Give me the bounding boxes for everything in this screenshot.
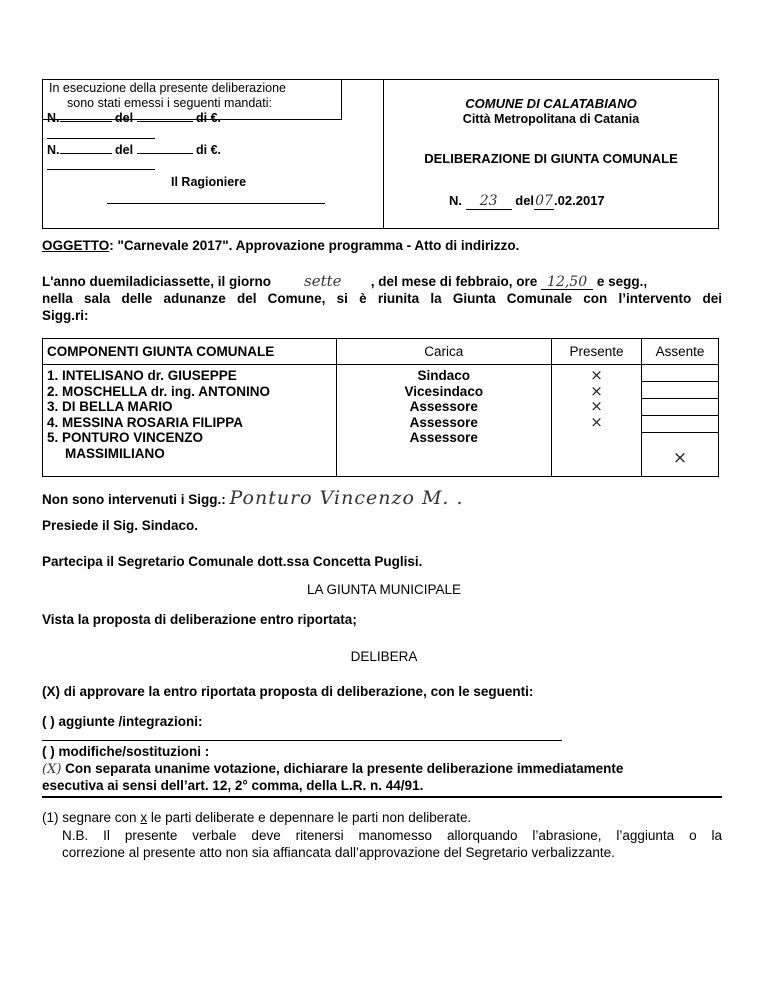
delibera-title: DELIBERA <box>350 649 418 664</box>
carica-1: Sindaco <box>417 368 471 383</box>
giorno-handwritten: sette <box>304 272 342 290</box>
giunta-table <box>42 338 719 477</box>
member-4: 4. MESSINA ROSARIA FILIPPA <box>47 414 244 430</box>
mandato-row-1: N. del di €. <box>47 111 222 125</box>
carica-2: Vicesindaco <box>404 383 484 399</box>
assente-cell <box>642 365 719 477</box>
intro-line3: Sigg.ri: <box>42 308 89 323</box>
approva-line: (X) di approvare la entro riportata proposta di deliberazione, con le seguenti: <box>42 684 534 699</box>
ragioniere-label: Il Ragioniere <box>171 175 247 189</box>
intro-line2: nella sala delle adunanze del Comune, si è riunita la Giunta Comunale con l’intervento dei <box>42 291 722 306</box>
carica-cell <box>336 365 552 477</box>
number-handwritten: 23 <box>479 193 498 209</box>
table-body-row <box>43 365 719 477</box>
partecipa-line: Partecipa il Segretario Comunale dott.ssa Concetta Puglisi. <box>42 554 423 569</box>
carica-3: Assessore <box>409 399 478 415</box>
note-line1: (1) segnare con x le parti deliberate e depennare le parti non deliberate. <box>42 810 472 825</box>
note-line2: N.B. Il presente verbale deve ritenersi manomesso allorquando l’abrasione, l’aggiunta o la <box>62 828 722 843</box>
note-line3: correzione al presente atto non sia affiancata dall’approvazione del Segretario verbalizzante. <box>62 845 615 860</box>
aggiunte-underline <box>42 740 562 741</box>
separata-line2: esecutiva ai sensi dell’art. 12, 2° comma, della L.R. n. 44/91. <box>42 778 424 793</box>
delibera-number: N. 23 del07.02.2017 <box>449 193 605 209</box>
table-header-row <box>43 339 719 365</box>
carica-5: Assessore <box>409 430 478 446</box>
assente-mark: × <box>672 448 688 468</box>
modifiche-line: ( ) modifiche/sostituzioni : <box>42 744 210 759</box>
ore-handwritten: 12,50 <box>541 276 593 290</box>
aggiunte-line: ( ) aggiunte /integrazioni: <box>42 714 203 729</box>
assenti-label: Non sono intervenuti i Sigg.: <box>42 492 226 507</box>
member-5-cont: MASSIMILIANO <box>65 445 165 461</box>
oggetto-text: : "Carnevale 2017". Approvazione programma - Atto di indirizzo. <box>109 238 520 253</box>
header-assente: Assente <box>642 339 719 365</box>
presente-marks: × × × × <box>552 365 642 477</box>
presiede-line: Presiede il Sig. Sindaco. <box>42 518 199 533</box>
member-5: 5. PONTURO VINCENZO <box>47 430 204 446</box>
deliberazione-title: DELIBERAZIONE DI GIUNTA COMUNALE <box>424 151 678 166</box>
header-carica: Carica <box>336 339 552 365</box>
intro-line1: L'anno duemiladiciassette, il giorno sette , del mese di febbraio, ore 12,50 e segg., <box>42 272 648 290</box>
member-2: 2. MOSCHELLA dr. ing. ANTONINO <box>47 383 271 399</box>
citta-metropolitana: Città Metropolitana di Catania <box>462 112 640 126</box>
componenti-cell <box>43 365 337 477</box>
header-box <box>42 79 719 229</box>
mandati-line1: In esecuzione della presente deliberazione <box>49 81 286 95</box>
carica-4: Assessore <box>409 414 478 430</box>
section-divider <box>42 796 722 798</box>
comune-name: COMUNE DI CALATABIANO <box>465 96 637 111</box>
day-handwritten: 07 <box>535 193 553 209</box>
member-1: 1. INTELISANO dr. GIUSEPPE <box>47 368 237 383</box>
assenti-handwritten: Ponturo Vincenzo M. . <box>229 487 464 509</box>
assenti-line <box>42 487 464 509</box>
header-presente: Presente <box>552 339 642 365</box>
header-componenti: COMPONENTI GIUNTA COMUNALE <box>43 339 337 365</box>
vista-line: Vista la proposta di deliberazione entro riportata; <box>42 612 357 627</box>
separata-line1: (X) Con separata unanime votazione, dichiarare la presente deliberazione immediatamente <box>42 761 624 777</box>
mandati-line2: sono stati emessi i seguenti mandati: <box>67 96 272 110</box>
oggetto-line <box>42 238 519 253</box>
separata-checkbox: (X) <box>42 762 62 777</box>
giunta-title: LA GIUNTA MUNICIPALE <box>306 582 462 597</box>
mandato-row-2: N. del di €. <box>47 143 222 157</box>
oggetto-label: OGGETTO <box>42 238 110 253</box>
member-3: 3. DI BELLA MARIO <box>47 399 173 415</box>
